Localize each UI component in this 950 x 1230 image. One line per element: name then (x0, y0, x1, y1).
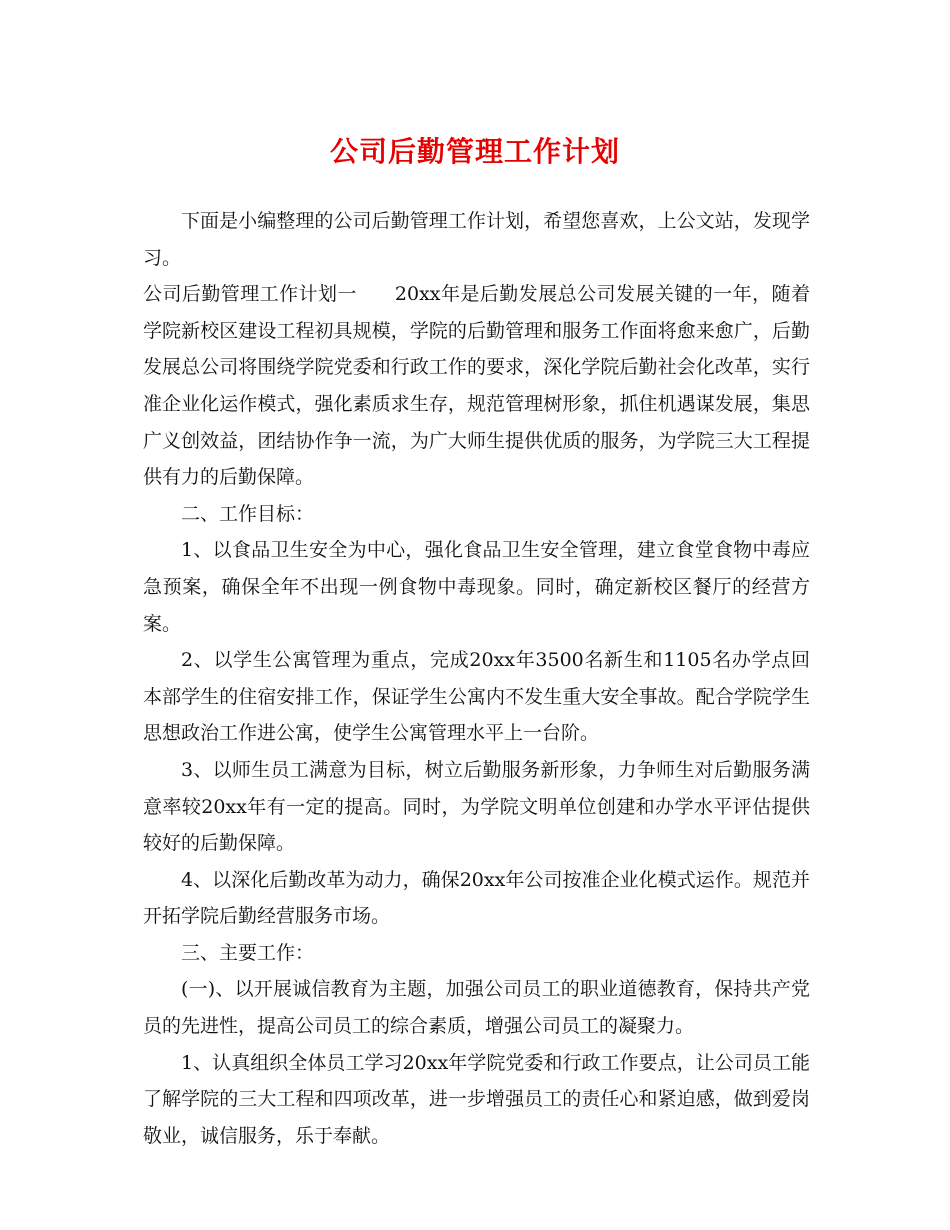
section-two-heading: 二、工作目标： (181, 502, 315, 525)
work-1-item-1: 1、认真组织全体员工学习20xx年学院党委和行政工作要点，让公司员工能了解学院的三大工程和四项改革，进一步增强员工的责任心和紧迫感，做到爱岗敬业，诚信服务，乐于奉献。 (143, 1051, 810, 1147)
intro-paragraph: 下面是小编整理的公司后勤管理工作计划，希望您喜欢，上公文站，发现学习。 (143, 210, 810, 269)
document-body (143, 203, 810, 1154)
section-three-heading: 三、主要工作： (181, 941, 315, 964)
goal-item-4: 4、以深化后勤改革为动力，确保20xx年公司按准企业化模式运作。规范并开拓学院后勤经营服务市场。 (143, 868, 810, 928)
goal-item-3: 3、以师生员工满意为目标，树立后勤服务新形象，力争师生对后勤服务满意率较20xx年有一定的提高。同时，为学院文明单位创建和办学水平评估提供较好的后勤保障。 (143, 758, 810, 855)
document-title: 公司后勤管理工作计划 (329, 135, 620, 168)
goal-item-2: 2、以学生公寓管理为重点，完成20xx年3500名新生和1105名办学点回本部学生的住宿安排工作，保证学生公寓内不发生重大安全事故。配合学院学生思想政治工作进公寓，使学生公寓管理水平上一台阶。 (143, 649, 810, 745)
work-1-heading: (一)、以开展诚信教育为主题，加强公司员工的职业道德教育，保持共产党员的先进性，提高公司员工的综合素质，增强公司员工的凝聚力。 (143, 978, 810, 1038)
goal-item-1: 1、以食品卫生安全为中心，强化食品卫生安全管理，建立食堂食物中毒应急预案，确保全年不出现一例食物中毒现象。同时，确定新校区餐厅的经营方案。 (143, 539, 810, 635)
plan-paragraph-text: 20xx年是后勤发展总公司发展关键的一年，随着学院新校区建设工程初具规模，学院的后勤管理和服务工作面将愈来愈广，后勤发展总公司将围绕学院党委和行政工作的要求，深化学院后勤社会化改革，实行准企业化运作模式，强化素质求生存，规范管理树形象，抓住机遇谋发展，集思广义创效益，团结协作争一流，为广大师生提供优质的服务，为学院三大工程提供有力的后勤保障。 (143, 283, 810, 489)
plan-heading: 公司后勤管理工作计划一 (143, 283, 357, 306)
plan-paragraph (143, 276, 810, 496)
